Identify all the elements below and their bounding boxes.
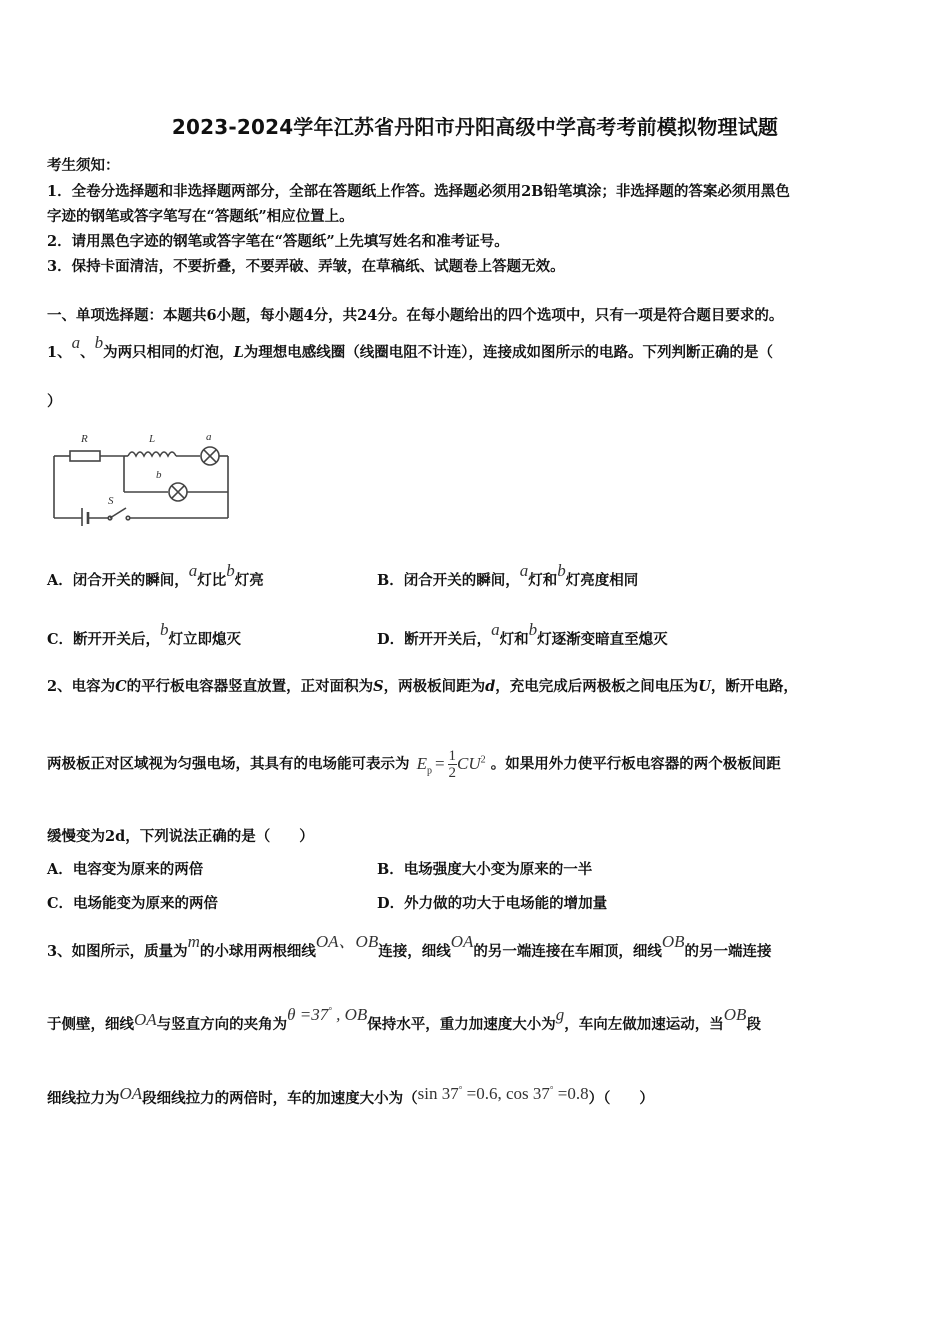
option-label: C． — [47, 631, 74, 648]
q2-energy-formula — [416, 748, 486, 782]
q3-stem-line1 — [47, 932, 772, 961]
q1-var-b: b — [94, 333, 104, 352]
option-var: a — [188, 561, 198, 580]
option-text: 灯和 — [528, 572, 558, 589]
option-var: b — [557, 561, 566, 580]
q1-option-d[interactable] — [377, 620, 668, 649]
q3-text: 段 — [746, 1016, 761, 1033]
q1-option-c[interactable] — [47, 620, 242, 649]
q2-text: 的平行板电容器竖直放置，正对面积为 — [126, 678, 374, 695]
q3-var-OA: OA — [119, 1084, 143, 1103]
notice-item-1: 1．全卷分选择题和非选择题两部分，全部在答题纸上作答。选择题必须用2B铅笔填涂；非选择题的答案必须用黑色 — [47, 183, 790, 200]
trig-sin: sin 37 — [417, 1084, 459, 1103]
q3-text: 的小球用两根细线 — [199, 943, 316, 960]
circuit-label-a: a — [206, 431, 212, 443]
q3-var-OA-OB: OA、OB — [315, 932, 379, 951]
option-label: D． — [377, 631, 405, 648]
formula-E-sub: p — [426, 765, 432, 777]
option-text: 灯和 — [499, 631, 529, 648]
option-text: 电容变为原来的两倍 — [72, 861, 204, 878]
q3-var-OB: OB — [344, 1005, 368, 1024]
q1-text1: 为两只相同的灯泡， — [103, 344, 234, 361]
q2-text: 电容为 — [71, 678, 116, 695]
q2-var-S: S — [373, 678, 384, 695]
q2-stem-line1 — [47, 675, 798, 696]
option-text: 灯逐渐变暗直至熄灭 — [537, 631, 668, 648]
q2-number: 2、 — [47, 678, 72, 695]
q3-stem-line3 — [47, 1084, 654, 1108]
trig-degree: ° — [549, 1084, 554, 1095]
q1-text2: 为理想电感线圈（线圈电阻不计连），连接成如图所示的电路。下列判断正确的是（ — [243, 344, 774, 361]
formula-numerator: 1 — [448, 748, 457, 765]
option-var: a — [491, 620, 500, 639]
trig-degree: ° — [458, 1084, 463, 1095]
q2-text: 。如果用外力使平行板电容器的两个极板间距 — [490, 755, 781, 773]
q3-text: 段细线拉力的两倍时，车的加速度大小为（ — [142, 1090, 418, 1107]
q2-var-d: d — [485, 678, 496, 695]
formula-equals: = — [434, 753, 445, 773]
circuit-label-b: b — [156, 469, 162, 481]
option-var: a — [519, 561, 529, 580]
trig-sin-value: =0.6, cos 37 — [462, 1084, 550, 1103]
q3-angle-expr — [287, 1005, 367, 1024]
q1-option-b[interactable] — [377, 561, 639, 590]
q1-var-a: a — [71, 333, 81, 352]
q2-option-b[interactable] — [377, 858, 592, 879]
q2-text: ，两极板间距为 — [383, 678, 486, 695]
page-title: 2023-2024学年江苏省丹阳市丹阳高级中学高考考前模拟物理试题 — [171, 115, 779, 139]
option-text: 灯亮 — [234, 572, 264, 589]
q2-var-U: U — [698, 678, 711, 695]
q1-var-L: L — [233, 344, 244, 361]
q3-var-g: g — [555, 1005, 565, 1024]
q1-sep: 、 — [80, 344, 95, 361]
circuit-label-R: R — [81, 433, 88, 445]
q3-stem-line2 — [47, 1005, 761, 1034]
q2-text: ，充电完成后两极板之间电压为 — [495, 678, 699, 695]
option-var: b — [160, 620, 169, 639]
q2-text: ，下列说法正确的是（ ） — [125, 828, 314, 845]
angle-comma: , — [331, 1005, 345, 1024]
q3-var-m: m — [187, 932, 200, 951]
q3-var-OA: OA — [450, 932, 474, 951]
option-text: 外力做的功大于电场能的增加量 — [404, 895, 608, 912]
q2-text: 缓慢变为 — [47, 828, 105, 845]
q3-text: 细线拉力为 — [47, 1090, 120, 1107]
section-heading: 一、单项选择题：本题共6小题，每小题4分，共24分。在每小题给出的四个选项中，只有一项是符合题目要求的。 — [47, 307, 784, 324]
q1-option-a[interactable] — [47, 561, 264, 590]
circuit-label-S: S — [108, 495, 114, 507]
formula-denominator: 2 — [448, 765, 457, 782]
angle-degree: ° — [328, 1005, 332, 1016]
option-text: 灯亮度相同 — [565, 572, 639, 589]
q3-text: ）（ ） — [588, 1090, 654, 1107]
q3-text: 与竖直方向的夹角为 — [156, 1016, 288, 1033]
q2-text: ，断开电路， — [710, 678, 798, 695]
q3-text: 如图所示，质量为 — [71, 943, 188, 960]
q3-var-OA: OA — [134, 1010, 157, 1029]
option-label: C． — [47, 895, 74, 912]
q3-text: 于侧壁，细线 — [47, 1016, 134, 1033]
q2-text: 两极板正对区域视为匀强电场，其具有的电场能可表示为 — [47, 755, 410, 773]
formula-CU: CU — [457, 753, 481, 773]
angle-value: θ =37 — [287, 1005, 329, 1024]
q3-text: 的另一端连接在车厢顶，细线 — [473, 943, 662, 960]
option-label: A． — [47, 861, 73, 878]
option-text: 电场能变为原来的两倍 — [73, 895, 219, 912]
formula-sup: 2 — [480, 754, 486, 765]
q2-stem-line2 — [47, 740, 781, 791]
option-text: 闭合开关的瞬间， — [72, 572, 189, 589]
notice-item-3: 3．保持卡面清洁，不要折叠，不要弄破、弄皱，在草稿纸、试题卷上答题无效。 — [47, 258, 565, 275]
q2-var-2d: 2d — [105, 828, 126, 845]
option-text: 断开开关后， — [73, 631, 161, 648]
q2-option-c[interactable] — [47, 892, 218, 913]
option-text: 灯比 — [197, 572, 227, 589]
q3-text: ，车向左做加速运动，当 — [564, 1016, 724, 1033]
q3-number: 3、 — [47, 943, 72, 960]
q1-stem-close: ） — [47, 393, 62, 410]
notice-item-2: 2．请用黑色字迹的钢笔或答字笔在“答题纸”上先填写姓名和准考证号。 — [47, 233, 509, 250]
formula-E: E — [416, 753, 427, 773]
q2-var-C: C — [115, 678, 127, 695]
notice-item-1-cont: 字迹的钢笔或答字笔写在“答题纸”相应位置上。 — [47, 208, 354, 225]
option-var: b — [226, 561, 235, 580]
q2-option-d[interactable] — [377, 892, 607, 913]
q1-stem — [47, 333, 774, 362]
q3-trig-values — [418, 1084, 589, 1103]
option-text: 电场强度大小变为原来的一半 — [403, 861, 593, 878]
option-label: B． — [377, 861, 404, 878]
q1-number: 1、 — [47, 344, 72, 361]
option-label: B． — [377, 572, 404, 589]
q1-circuit-diagram — [48, 426, 233, 526]
circuit-label-L: L — [149, 433, 156, 445]
option-text: 灯立即熄灭 — [168, 631, 242, 648]
trig-cos-value: =0.8 — [553, 1084, 589, 1103]
option-label: A． — [47, 572, 73, 589]
option-label: D． — [377, 895, 405, 912]
notice-heading: 考生须知： — [47, 157, 120, 174]
option-var: b — [528, 620, 538, 639]
q3-var-OB: OB — [661, 932, 685, 951]
q3-var-OB: OB — [723, 1005, 747, 1024]
q3-text: 的另一端连接 — [684, 943, 772, 960]
q2-option-a[interactable] — [47, 858, 203, 879]
q2-stem-line3 — [47, 825, 314, 846]
option-text: 断开开关后， — [404, 631, 492, 648]
q3-text: 保持水平，重力加速度大小为 — [367, 1016, 556, 1033]
option-text: 闭合开关的瞬间， — [403, 572, 520, 589]
q3-text: 连接，细线 — [378, 943, 451, 960]
